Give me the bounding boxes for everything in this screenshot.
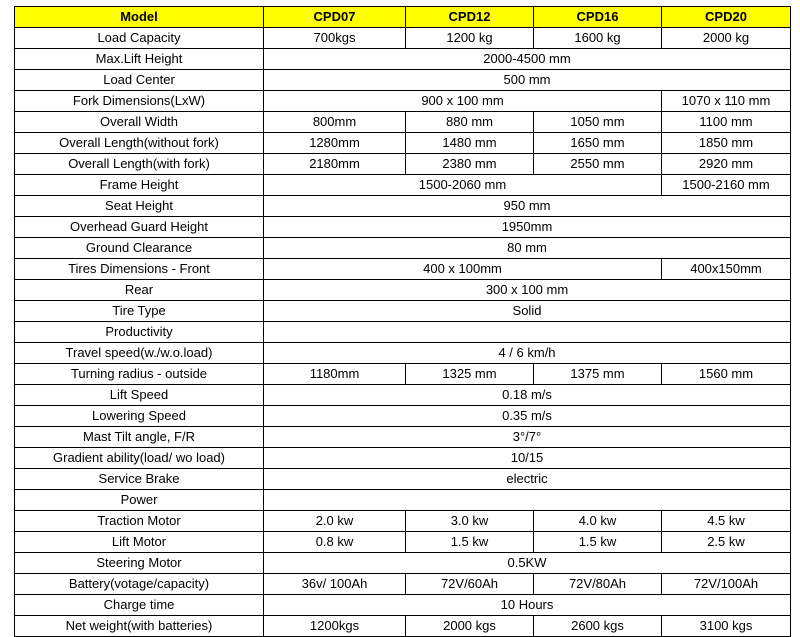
spec-value: 2600 kgs — [534, 616, 662, 637]
table-row — [15, 427, 791, 448]
spec-value: 4 / 6 km/h — [264, 343, 791, 364]
spec-value: 400 x 100mm — [264, 259, 662, 280]
table-row — [15, 154, 791, 175]
table-row — [15, 133, 791, 154]
spec-value: 1500-2060 mm — [264, 175, 662, 196]
row-label: Overall Width — [15, 112, 264, 133]
spec-value: 2.0 kw — [264, 511, 406, 532]
spec-value: 1500-2160 mm — [662, 175, 791, 196]
spec-value: 10/15 — [264, 448, 791, 469]
spec-value: 80 mm — [264, 238, 791, 259]
row-label: Charge time — [15, 595, 264, 616]
header-cpd07: CPD07 — [264, 7, 406, 28]
spec-value: 1650 mm — [534, 133, 662, 154]
spec-value: 0.18 m/s — [264, 385, 791, 406]
spec-value: 1100 mm — [662, 112, 791, 133]
row-label: Lowering Speed — [15, 406, 264, 427]
spec-value: 2.5 kw — [662, 532, 791, 553]
table-header — [15, 7, 791, 28]
spec-table — [14, 6, 791, 637]
row-label: Load Center — [15, 70, 264, 91]
header-model: Model — [15, 7, 264, 28]
row-label: Lift Speed — [15, 385, 264, 406]
spec-value: 800mm — [264, 112, 406, 133]
spec-value: 1280mm — [264, 133, 406, 154]
spec-value: 1070 x 110 mm — [662, 91, 791, 112]
table-row — [15, 49, 791, 70]
table-row — [15, 91, 791, 112]
row-label: Battery(votage/capacity) — [15, 574, 264, 595]
table-row — [15, 28, 791, 49]
spec-value: 1480 mm — [406, 133, 534, 154]
spec-value: 880 mm — [406, 112, 534, 133]
spec-value: electric — [264, 469, 791, 490]
row-label: Travel speed(w./w.o.load) — [15, 343, 264, 364]
spec-value: 4.0 kw — [534, 511, 662, 532]
row-label: Ground Clearance — [15, 238, 264, 259]
spec-value: 1180mm — [264, 364, 406, 385]
table-row — [15, 385, 791, 406]
row-label: Overhead Guard Height — [15, 217, 264, 238]
spec-value: 1200 kg — [406, 28, 534, 49]
table-row — [15, 532, 791, 553]
row-label: Gradient ability(load/ wo load) — [15, 448, 264, 469]
spec-value: 400x150mm — [662, 259, 791, 280]
table-row — [15, 595, 791, 616]
spec-value: 1200kgs — [264, 616, 406, 637]
spec-value: 1600 kg — [534, 28, 662, 49]
spec-value: 2000 kg — [662, 28, 791, 49]
table-row — [15, 259, 791, 280]
table-row — [15, 406, 791, 427]
spec-value: 950 mm — [264, 196, 791, 217]
spec-value: 500 mm — [264, 70, 791, 91]
row-label: Seat Height — [15, 196, 264, 217]
spec-value: 2000-4500 mm — [264, 49, 791, 70]
table-body — [15, 28, 791, 637]
header-cpd20: CPD20 — [662, 7, 791, 28]
spec-value: 3°/7° — [264, 427, 791, 448]
header-row — [15, 7, 791, 28]
table-row — [15, 490, 791, 511]
row-label: Steering Motor — [15, 553, 264, 574]
row-label: Load Capacity — [15, 28, 264, 49]
table-row — [15, 364, 791, 385]
spec-value: 0.8 kw — [264, 532, 406, 553]
spec-value: 2000 kgs — [406, 616, 534, 637]
spec-value: 36v/ 100Ah — [264, 574, 406, 595]
spec-value: 1850 mm — [662, 133, 791, 154]
row-label: Lift Motor — [15, 532, 264, 553]
table-row — [15, 511, 791, 532]
spec-value: 4.5 kw — [662, 511, 791, 532]
table-row — [15, 616, 791, 637]
row-label: Fork Dimensions(LxW) — [15, 91, 264, 112]
spec-value: 0.5KW — [264, 553, 791, 574]
table-row — [15, 196, 791, 217]
row-label: Max.Lift Height — [15, 49, 264, 70]
row-label: Overall Length(without fork) — [15, 133, 264, 154]
header-cpd12: CPD12 — [406, 7, 534, 28]
spec-value: 10 Hours — [264, 595, 791, 616]
table-row — [15, 574, 791, 595]
spec-value: 2550 mm — [534, 154, 662, 175]
spec-value: 1050 mm — [534, 112, 662, 133]
table-row — [15, 343, 791, 364]
spec-value: 900 x 100 mm — [264, 91, 662, 112]
row-label: Power — [15, 490, 264, 511]
spec-value: 1560 mm — [662, 364, 791, 385]
row-label: Frame Height — [15, 175, 264, 196]
spec-value: 300 x 100 mm — [264, 280, 791, 301]
table-row — [15, 469, 791, 490]
row-label: Net weight(with batteries) — [15, 616, 264, 637]
spec-value: 1.5 kw — [534, 532, 662, 553]
spec-value: 700kgs — [264, 28, 406, 49]
table-row — [15, 217, 791, 238]
row-label: Service Brake — [15, 469, 264, 490]
table-row — [15, 301, 791, 322]
row-label: Mast Tilt angle, F/R — [15, 427, 264, 448]
table-row — [15, 322, 791, 343]
row-label: Tire Type — [15, 301, 264, 322]
spec-value: 3.0 kw — [406, 511, 534, 532]
spec-value: 2180mm — [264, 154, 406, 175]
row-label: Overall Length(with fork) — [15, 154, 264, 175]
table-row — [15, 175, 791, 196]
table-row — [15, 280, 791, 301]
spec-value: Solid — [264, 301, 791, 322]
table-row — [15, 238, 791, 259]
table-row — [15, 112, 791, 133]
spec-value: 2380 mm — [406, 154, 534, 175]
header-cpd16: CPD16 — [534, 7, 662, 28]
row-label: Turning radius - outside — [15, 364, 264, 385]
row-label: Productivity — [15, 322, 264, 343]
row-label: Rear — [15, 280, 264, 301]
row-label: Tires Dimensions - Front — [15, 259, 264, 280]
spec-value: 1.5 kw — [406, 532, 534, 553]
spec-value: 1375 mm — [534, 364, 662, 385]
spec-value: 72V/80Ah — [534, 574, 662, 595]
table-row — [15, 448, 791, 469]
spec-value: 3100 kgs — [662, 616, 791, 637]
spec-value: 2920 mm — [662, 154, 791, 175]
spec-value: 1325 mm — [406, 364, 534, 385]
spec-value — [264, 322, 791, 343]
row-label: Traction Motor — [15, 511, 264, 532]
spec-value — [264, 490, 791, 511]
table-row — [15, 553, 791, 574]
spec-value: 0.35 m/s — [264, 406, 791, 427]
spec-value: 1950mm — [264, 217, 791, 238]
spec-value: 72V/60Ah — [406, 574, 534, 595]
table-row — [15, 70, 791, 91]
spec-value: 72V/100Ah — [662, 574, 791, 595]
